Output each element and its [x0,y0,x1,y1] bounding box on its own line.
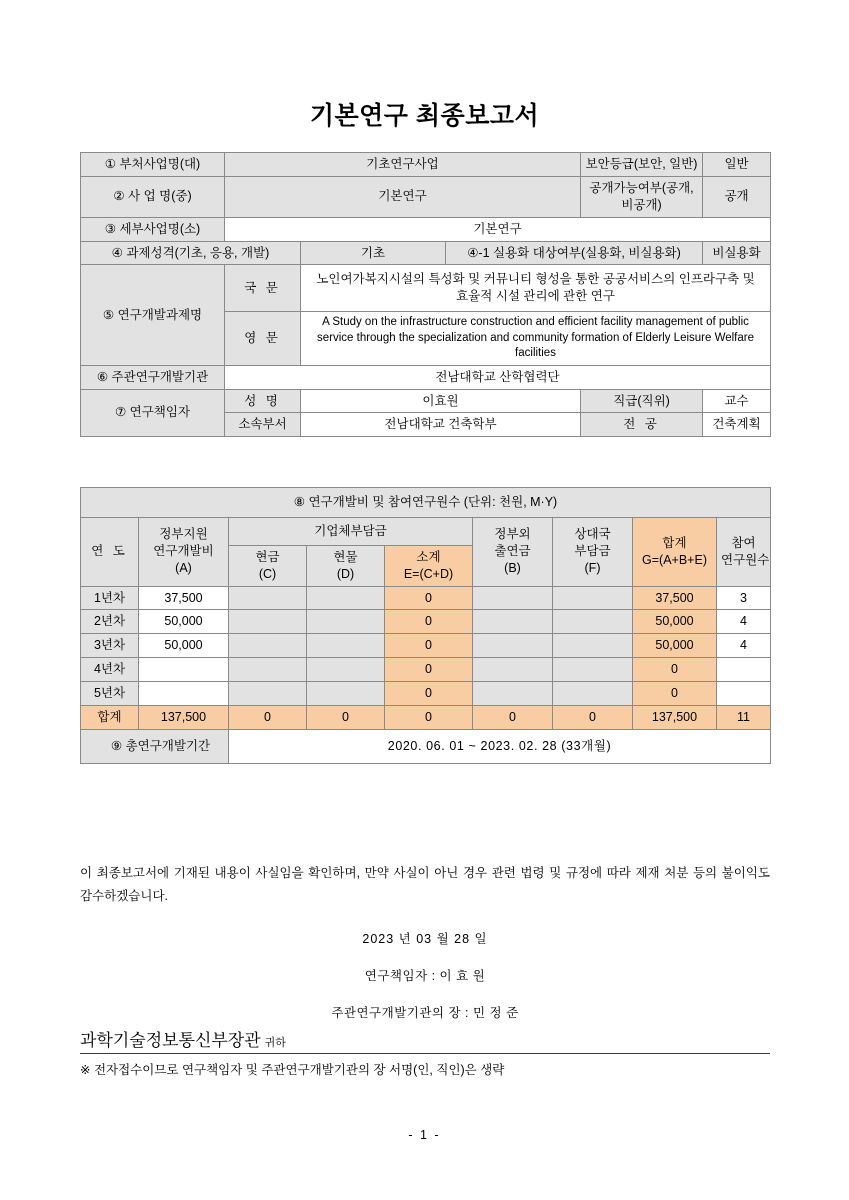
row5-english-value: A Study on the infrastructure construction and efficient facility management of public service through the specialization and community formation of Elderly Leisure Welfare facilities [301,312,771,366]
subtotal-value: 0 [385,586,473,610]
cash-value [229,610,307,634]
signature-organization-head: 주관연구개발기관의 장 : 민 정 준 [331,1006,519,1020]
table-row [81,265,771,312]
horizontal-divider [80,1053,770,1054]
researchers-value: 4 [717,634,771,658]
subtotal-value: 0 [385,634,473,658]
partner-l2: 부담금 [574,544,611,559]
total-l1: 합계 [662,535,687,550]
subtotal-value: 0 [385,682,473,706]
gov-value: 50,000 [139,610,229,634]
row5-korean-value: 노인여가복지시설의 특성화 및 커뮤니티 형성을 통한 공공서비스의 인프라구축 및 효율적 시설 관리에 관한 연구 [301,265,771,312]
table-row [81,389,771,413]
inkind-l2: (D) [336,566,355,581]
total-row-subtotal: 0 [385,705,473,729]
row3-label: ③ 세부사업명(소) [81,217,225,241]
signature-research-leader: 연구책임자 : 이 효 원 [364,969,486,983]
col-header-cash [229,545,307,586]
row7-major-label: 전 공 [581,413,703,437]
partner-l1: 상대국 [574,527,611,542]
budget-caption: ⑧ 연구개발비 및 참여연구원수 (단위: 천원, M·Y) [81,488,771,518]
ministry-suffix: 귀하 [264,1037,286,1049]
col-header-total [633,517,717,586]
row7-position-label: 직급(직위) [581,389,703,413]
row7-name-label: 성 명 [225,389,301,413]
partner-value [553,634,633,658]
col-header-nongov [473,517,553,586]
table-row [81,217,771,241]
inkind-value [307,658,385,682]
row2-label: ② 사 업 명(중) [81,176,225,217]
col-header-inkind [307,545,385,586]
researchers-value: 3 [717,586,771,610]
subtotal-value: 0 [385,658,473,682]
nongov-l1: 정부외 [494,527,531,542]
total-row-label: 합계 [81,705,139,729]
row1-label: ① 부처사업명(대) [81,153,225,177]
gov-support-l2: 연구개발비 [153,544,214,559]
total-value: 50,000 [633,610,717,634]
budget-table [80,487,771,764]
signature-date: 2023 년 03 월 28 일 [362,932,488,946]
total-row-cash: 0 [229,705,307,729]
gov-value [139,682,229,706]
page-number: - 1 - [408,1128,441,1142]
col-header-gov-support [139,517,229,586]
nongov-value [473,658,553,682]
row4-value: 기초 [301,241,446,265]
total-value: 50,000 [633,634,717,658]
period-row [81,729,771,763]
total-value: 37,500 [633,586,717,610]
year-label: 2년차 [81,610,139,634]
year-label: 3년차 [81,634,139,658]
year-label: 1년차 [81,586,139,610]
row7-dept-value: 전남대학교 건축학부 [301,413,581,437]
total-row-partner: 0 [553,705,633,729]
confirmation-statement: 이 최종보고서에 기재된 내용이 사실임을 확인하며, 만약 사실이 아닌 경우 관련 법령 및 규정에 따라 제재 처분 등의 불이익도 감수하겠습니다. [80,866,770,904]
total-row-researchers: 11 [717,705,771,729]
partner-value [553,610,633,634]
row2-value: 기본연구 [225,176,581,217]
total-value: 0 [633,682,717,706]
nongov-l3: (B) [504,561,521,576]
row7-major-value: 건축계획 [703,413,771,437]
row5-label: ⑤ 연구개발과제명 [81,265,225,365]
gov-support-l3: (A) [175,561,192,576]
partner-value [553,682,633,706]
col-header-subtotal [385,545,473,586]
researchers-l2: 연구원수 [721,552,770,567]
row6-label: ⑥ 주관연구개발기관 [81,365,225,389]
row7-position-value: 교수 [703,389,771,413]
total-row-nongov: 0 [473,705,553,729]
nongov-value [473,682,553,706]
table-row [81,610,771,634]
table-row [81,658,771,682]
table-row [81,365,771,389]
gov-value [139,658,229,682]
row2-disclosure-label: 공개가능여부(공개, 비공개) [581,176,703,217]
nongov-value [473,586,553,610]
total-value: 0 [633,658,717,682]
cash-l2: (C) [258,566,277,581]
project-info-table [80,152,771,437]
row5-korean-label: 국 문 [225,265,301,312]
researchers-l1: 참여 [731,535,756,550]
inkind-l1: 현물 [333,549,358,564]
gov-value: 50,000 [139,634,229,658]
subtotal-l1: 소계 [416,549,441,564]
col-header-company-group: 기업체부담금 [229,517,473,545]
electronic-submission-note: ※ 전자접수이므로 연구책임자 및 주관연구개발기관의 장 서명(인, 직인)은 생략 [80,1063,505,1077]
cash-value [229,682,307,706]
cash-value [229,634,307,658]
row3-value: 기본연구 [225,217,771,241]
budget-total-row [81,705,771,729]
row1-security-value: 일반 [703,153,771,177]
total-row-inkind: 0 [307,705,385,729]
partner-value [553,586,633,610]
partner-l3: (F) [584,561,601,576]
table-row [81,153,771,177]
gov-value: 37,500 [139,586,229,610]
period-label: ⑨ 총연구개발기간 [81,729,229,763]
ministry-addressee [80,1026,770,1051]
total-row-total: 137,500 [633,705,717,729]
partner-value [553,658,633,682]
table-row [81,634,771,658]
total-row-gov: 137,500 [139,705,229,729]
budget-caption-row [81,488,771,518]
table-row [81,176,771,217]
subtotal-value: 0 [385,610,473,634]
table-row [81,586,771,610]
total-l2: G=(A+B+E) [642,552,707,567]
row7-name-value: 이효원 [301,389,581,413]
row7-dept-label: 소속부서 [225,413,301,437]
row1-security-label: 보안등급(보안, 일반) [581,153,703,177]
inkind-value [307,610,385,634]
nongov-value [473,634,553,658]
budget-header-row-1 [81,517,771,545]
inkind-value [307,586,385,610]
period-value: 2020. 06. 01 ~ 2023. 02. 28 (33개월) [229,729,771,763]
page-title: 기본연구 최종보고서 [309,102,540,130]
year-label: 4년차 [81,658,139,682]
gov-support-l1: 정부지원 [159,527,208,542]
col-header-partner [553,517,633,586]
year-label: 5년차 [81,682,139,706]
row4-commercial-value: 비실용화 [703,241,771,265]
inkind-value [307,682,385,706]
cash-l1: 현금 [255,549,280,564]
row6-value: 전남대학교 산학협력단 [225,365,771,389]
ministry-name: 과학기술정보통신부장관 [80,1031,261,1050]
row7-label: ⑦ 연구책임자 [81,389,225,437]
row4-label: ④ 과제성격(기초, 응용, 개발) [81,241,301,265]
row5-english-label: 영 문 [225,312,301,366]
researchers-value: 4 [717,610,771,634]
nongov-value [473,610,553,634]
table-row [81,241,771,265]
subtotal-l2: E=(C+D) [403,566,454,581]
nongov-l2: 출연금 [494,544,531,559]
row4-commercial-label: ④-1 실용화 대상여부(실용화, 비실용화) [446,241,703,265]
col-header-researchers [717,517,771,586]
cash-value [229,658,307,682]
row2-disclosure-value: 공개 [703,176,771,217]
inkind-value [307,634,385,658]
col-header-year: 연 도 [81,517,139,586]
researchers-value [717,658,771,682]
table-row [81,682,771,706]
researchers-value [717,682,771,706]
cash-value [229,586,307,610]
row1-value: 기초연구사업 [225,153,581,177]
